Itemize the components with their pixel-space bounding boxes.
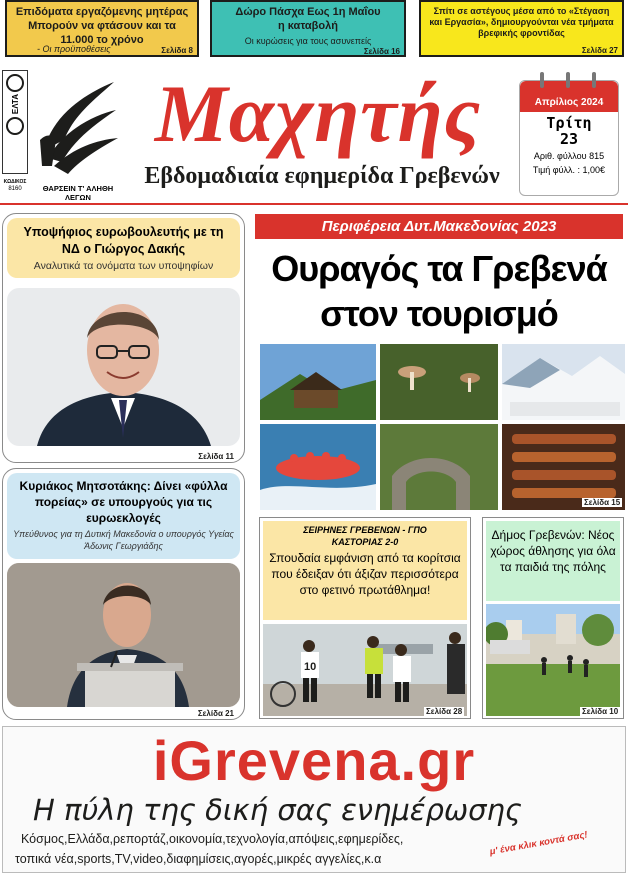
lead-photo-collage [260, 344, 625, 510]
ad-services-line1: Κόσμος,Ελλάδα,ρεπορτάζ,οικονομία,τεχνολογία,απόψεις,εφημερίδες, [21, 832, 404, 846]
lead-banner: Περιφέρεια Δυτ.Μακεδονίας 2023 [255, 214, 623, 239]
promo-title: Σπίτι σε αστέγους μέσα από το «Στέγαση και Εργασία», δημιουργούνται νέα τμήματα βρεφικής φροντίδας [429, 6, 614, 38]
lead-headline-line1[interactable]: Ουραγός τα Γρεβενά [271, 248, 607, 289]
issue-number: Αριθ. φύλλου 815 [533, 151, 605, 161]
calendar-ring [566, 72, 570, 88]
story-page-ref: Σελίδα 28 [426, 707, 463, 716]
story-card-sirens[interactable] [259, 517, 471, 719]
code-value: 8160 [8, 186, 22, 192]
promo-title: Επιδόματα εργαζόμενης μητέρας Μπορούν να φτάσουν και τα 11.000 το χρόνο [15, 6, 189, 46]
story-photo-speaker [7, 563, 240, 707]
elta-stamp [2, 70, 28, 174]
story-subtitle: Αναλυτικά τα ονόματα των υποψηφίων [33, 260, 214, 272]
promo-box-housing[interactable] [419, 0, 624, 57]
story-page-ref: Σελίδα 11 [198, 452, 234, 461]
ad-brand: iGrevena.gr [152, 729, 476, 792]
elta-label: ΕΛΤΑ [10, 94, 20, 115]
story-photo-park [486, 604, 620, 716]
ad-tagline: Η πύλη της δική σας ενημέρωσης [33, 793, 522, 827]
masthead-title: Μαχητής [154, 68, 482, 159]
story-photo-football [263, 624, 467, 716]
story-card-mitsotakis[interactable] [2, 468, 245, 720]
calendar-day: 23 [559, 130, 579, 148]
story-card-dakis[interactable] [2, 213, 245, 463]
date-calendar [519, 80, 619, 196]
promo-box-mother-benefits[interactable] [5, 0, 199, 57]
story-title: Κυριάκος Μητσοτάκης: Δίνει «φύλλα πορείας» σε υπουργούς για τις ευρωεκλογές [19, 479, 228, 525]
winged-figure-icon [34, 70, 122, 182]
promo-page-ref: Σελίδα 8 [161, 46, 193, 55]
story-title: Δήμος Γρεβενών: Νέος χώρος άθλησης για όλα τα παιδιά της πόλης [490, 528, 616, 574]
lead-headline-line2[interactable]: στον τουρισμό [320, 293, 558, 334]
promo-page-ref: Σελίδα 16 [363, 47, 400, 56]
issue-price: Τιμή φύλλ. : 1,00€ [532, 165, 606, 175]
igrevena-ad[interactable] [2, 726, 626, 873]
promo-page-ref: Σελίδα 27 [581, 46, 618, 55]
story-header [263, 521, 467, 620]
story-page-ref: Σελίδα 21 [197, 709, 234, 718]
story-title: Σπουδαία εμφάνιση από τα κορίτσια που έδειξαν ότι άξιζαν περισσότερα στο φετινό πρωτάθλημα! [269, 551, 461, 597]
masthead-logo [34, 70, 122, 182]
masthead-subtitle: Εβδομαδιαία εφημερίδα Γρεβενών [144, 163, 500, 189]
promo-subtitle: - Οι προϋποθέσεις [37, 44, 111, 54]
calendar-ring [540, 72, 544, 88]
promo-subtitle: Οι κυρώσεις για τους ασυνεπείς [244, 36, 372, 46]
story-header [486, 521, 620, 601]
story-page-ref: Σελίδα 10 [582, 707, 619, 716]
ad-slogan: μ' ένα κλικ κοντά σας! [488, 829, 589, 858]
story-photo-portrait [7, 288, 240, 446]
story-header [7, 473, 240, 559]
jersey-number: 10 [304, 661, 317, 673]
story-kicker: ΣΕΙΡΗΝΕΣ ΓΡΕΒΕΝΩΝ - ΓΠΟ ΚΑΣΤΟΡΙΑΣ 2-0 [303, 525, 427, 547]
lead-page-ref: Σελίδα 15 [584, 498, 621, 507]
masthead-motto: ΘΑΡΣΕΙΝ Τ' ΑΛΗΘΗ ΛΕΓΩΝ [42, 184, 114, 202]
calendar-ring [592, 72, 596, 88]
code-label: ΚΩΔΙΚΟΣ [3, 179, 27, 185]
story-header [7, 218, 240, 278]
story-subtitle: Υπεύθυνος για τη Δυτική Μακεδονία ο υπουργός Υγείας Άδωνις Γεωργιάδης [13, 529, 234, 551]
tourism-collage [260, 344, 625, 510]
promo-title: Δώρο Πάσχα Εως 1η Μαΐου η καταβολή [235, 6, 381, 32]
calendar-month: Απρίλιος 2024 [520, 81, 618, 112]
story-title: Υποψήφιος ευρωβουλευτής με τη ΝΔ ο Γιώργος Δακής [23, 225, 224, 256]
calendar-weekday: Τρίτη [546, 114, 592, 132]
story-card-sports-ground[interactable] [482, 517, 624, 719]
ad-services-line2: τοπικά νέα,sports,TV,video,διαφημίσεις,αγορές,μικρές αγγελίες,κ.α [15, 852, 382, 866]
masthead-divider [0, 203, 628, 205]
promo-box-easter-gift[interactable] [210, 0, 406, 57]
